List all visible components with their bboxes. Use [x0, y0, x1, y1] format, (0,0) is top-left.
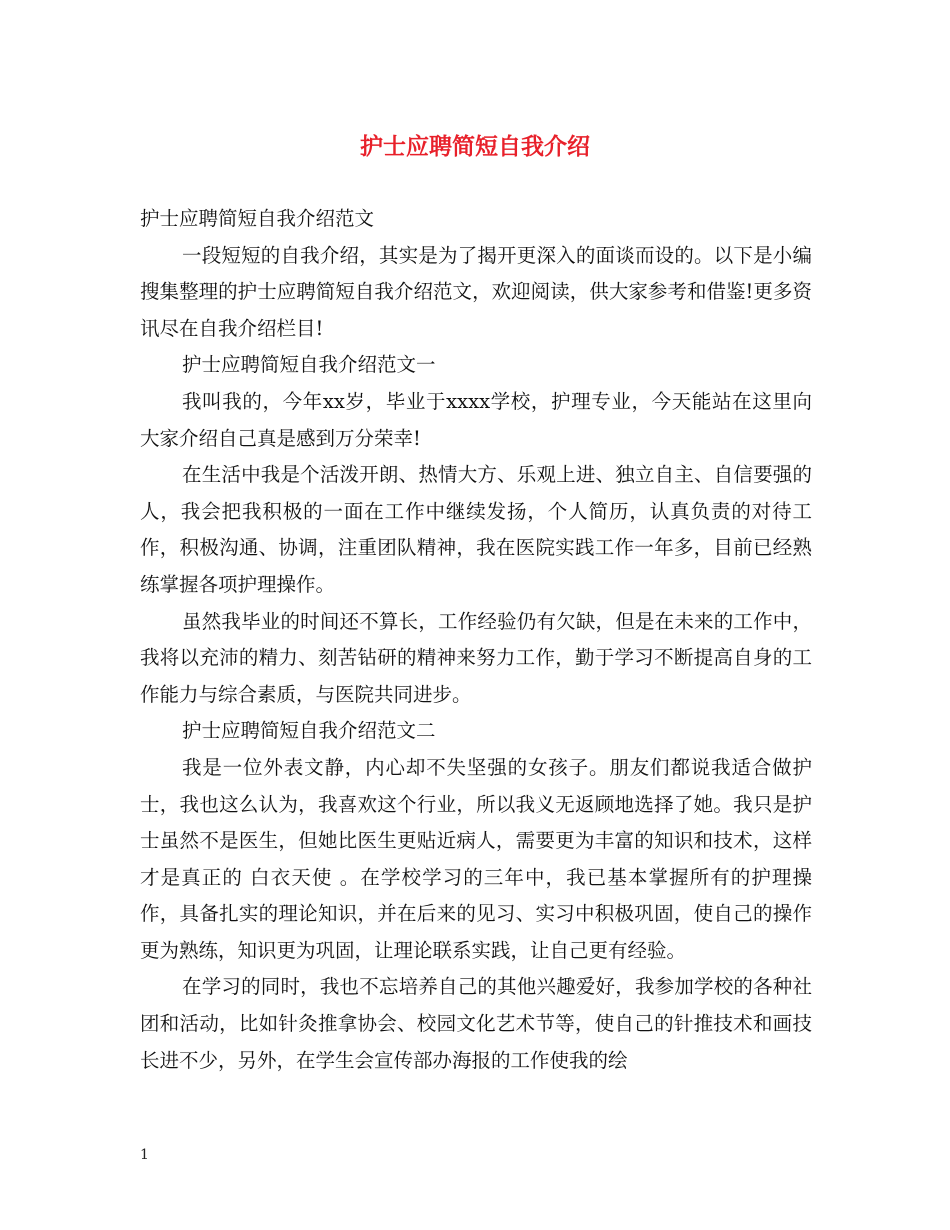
paragraph: 在生活中我是个活泼开朗、热情大方、乐观上进、独立自主、自信要强的人，我会把我积极的一面在工作中继续发扬，个人简历，认真负责的对待工作，积极沟通、协调，注重团队精神，我在医院实践工作一年多，目前已经熟练掌握各项护理操作。 — [140, 463, 812, 596]
paragraph: 在学习的同时，我也不忘培养自己的其他兴趣爱好，我参加学校的各种社团和活动，比如针灸推拿协会、校园文化艺术节等，使自己的针推技术和画技长进不少，另外，在学生会宣传部办海报的工作使我的绘 — [140, 975, 812, 1072]
section-heading: 护士应聘简短自我介绍范文 — [140, 207, 375, 230]
paragraph: 虽然我毕业的时间还不算长，工作经验仍有欠缺，但是在未来的工作中，我将以充沛的精力、刻苦钻研的精神来努力工作，勤于学习不断提高自身的工作能力与综合素质，与医院共同进步。 — [140, 609, 812, 706]
page-number: 1 — [140, 1147, 149, 1163]
section-heading: 护士应聘简短自我介绍范文二 — [182, 719, 436, 743]
paragraph: 一段短短的自我介绍，其实是为了揭开更深入的面谈而设的。以下是小编搜集整理的护士应聘简短自我介绍范文，欢迎阅读，供大家参考和借鉴!更多资讯尽在自我介绍栏目! — [140, 243, 812, 340]
document-title: 护士应聘简短自我介绍 — [360, 133, 590, 160]
document-body — [140, 201, 812, 1079]
paragraph: 我是一位外表文静，内心却不失坚强的女孩子。朋友们都说我适合做护士，我也这么认为，我喜欢这个行业，所以我义无返顾地选择了她。我只是护士虽然不是医生，但她比医生更贴近病人，需要更为丰富的知识和技术，这样才是真正的 白衣天使 。在学校学习的三年中，我已基本掌握所有的护理操作，具备扎实的理论知识，并在后来的见习、实习中积极巩固，使自己的操作更为熟练，知识更为巩固，让理论联系实践，让自己更有经验。 — [140, 755, 812, 962]
section-heading: 护士应聘简短自我介绍范文一 — [182, 353, 436, 377]
paragraph: 我叫我的，今年xx岁，毕业于xxxx学校，护理专业，今天能站在这里向大家介绍自己真是感到万分荣幸! — [140, 389, 812, 450]
